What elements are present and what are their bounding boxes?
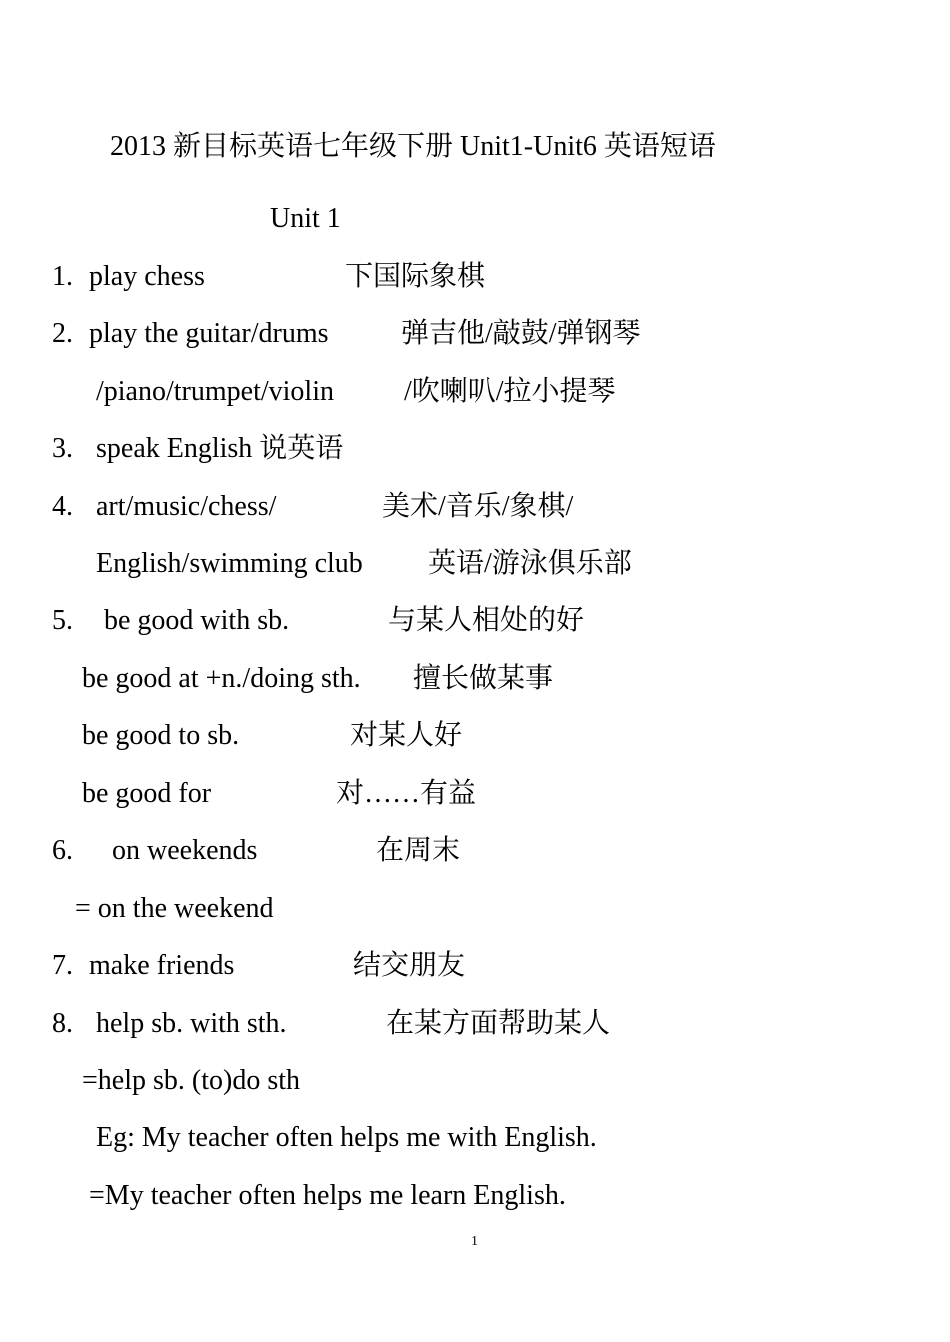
entry-chinese: 擅长做某事 [413,663,554,694]
example-sentence: Eg: My teacher often helps me with English. [96,1122,597,1153]
entry-english: help sb. with sth. [96,1008,287,1039]
entry-chinese: 对某人好 [350,720,463,751]
entry-number: 8. [52,1008,73,1039]
entry-chinese: 弹吉他/敲鼓/弹钢琴 [401,318,641,349]
document-title: 2013 新目标英语七年级下册 Unit1-Unit6 英语短语 [110,131,716,162]
entry-english: art/music/chess/ [96,491,277,522]
entry-english: make friends [89,950,235,981]
entry-number: 1. [52,261,73,292]
entry-chinese: 与某人相处的好 [388,605,585,636]
entry-english: be good to sb. [82,720,240,751]
entry-chinese: 结交朋友 [353,950,466,981]
entry-number: 7. [52,950,73,981]
page-number: 1 [471,1234,478,1249]
entry-english: speak English 说英语 [96,433,344,464]
entry-english: /piano/trumpet/violin [96,376,334,407]
unit-heading: Unit 1 [270,203,341,234]
entry-english: be good at +n./doing sth. [82,663,361,694]
entry-chinese: 在周末 [376,835,461,866]
entry-english: play chess [89,261,205,292]
entry-number: 3. [52,433,73,464]
entry-chinese: 对……有益 [336,778,477,809]
entry-english: = on the weekend [75,893,274,924]
entry-number: 2. [52,318,73,349]
entry-chinese: 在某方面帮助某人 [386,1008,611,1039]
entry-chinese: /吹喇叭/拉小提琴 [404,376,616,407]
entry-english: =help sb. (to)do sth [82,1065,300,1096]
entry-english: be good with sb. [104,605,290,636]
entry-chinese: 下国际象棋 [345,261,486,292]
entry-english: be good for [82,778,212,809]
entry-number: 6. [52,835,73,866]
example-sentence: =My teacher often helps me learn English. [89,1180,566,1211]
entry-english: play the guitar/drums [89,318,329,349]
entry-english: on weekends [112,835,258,866]
entry-english: English/swimming club [96,548,363,579]
entry-chinese: 英语/游泳俱乐部 [428,548,632,579]
entry-number: 5. [52,605,73,636]
entry-number: 4. [52,491,73,522]
entry-chinese: 美术/音乐/象棋/ [382,491,574,522]
